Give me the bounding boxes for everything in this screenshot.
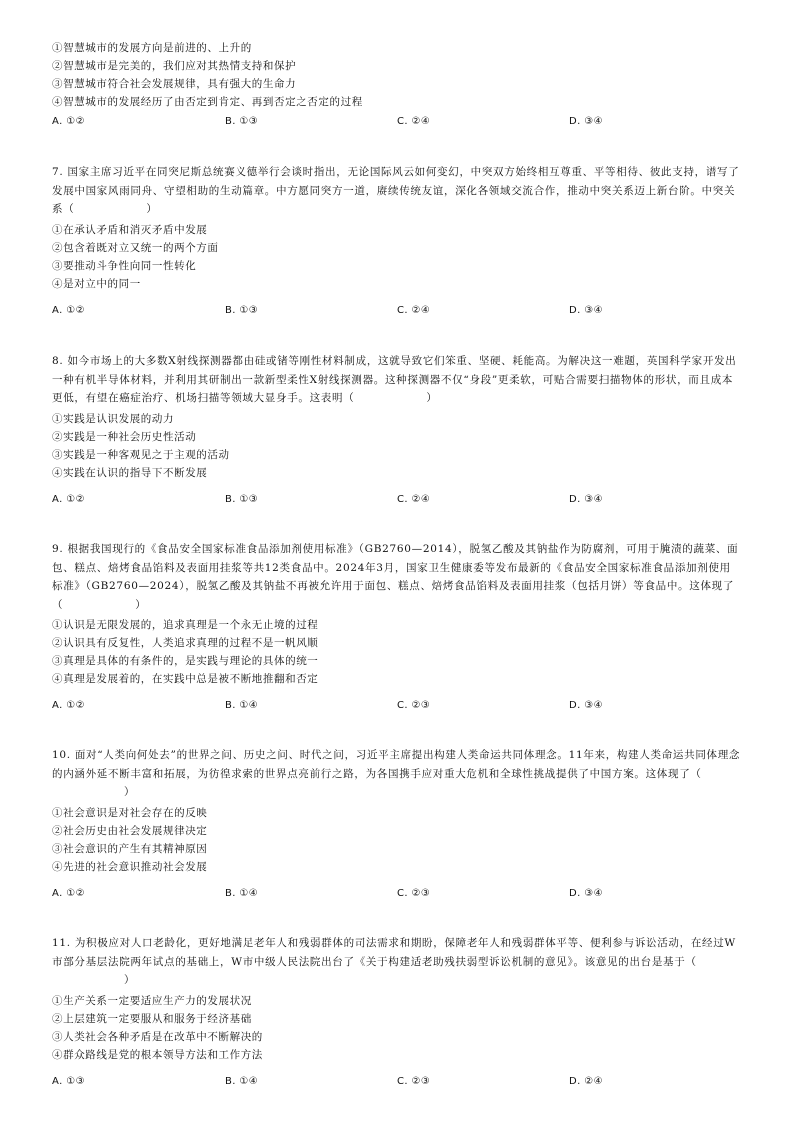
option-4: ④群众路线是党的根本领导方法和工作方法 [52,1048,263,1061]
choice-a[interactable]: A. ①② [52,116,85,127]
choice-b[interactable]: B. ①④ [225,887,259,899]
option-4: ④是对立中的同一 [52,277,141,290]
choice-c[interactable]: C. ②③ [397,1075,431,1087]
question-6-tail [52,37,742,131]
stem-close: ） [426,392,438,404]
choice-c[interactable]: C. ②③ [397,887,431,899]
option-3: ③智慧城市符合社会发展规律，具有强大的生命力 [52,78,297,90]
option-list [52,39,742,111]
question-9 [52,540,742,715]
question-stem [52,163,742,219]
answer-choices [52,302,742,320]
question-7 [52,163,742,320]
choice-b[interactable]: B. ①④ [225,1075,259,1087]
stem-text: 7. 国家主席习近平在同突尼斯总统赛义德举行会谈时指出，无论国际风云如何变幻，中突双方始终相互尊重、平等相待、彼此支持，谱写了发展中国家风雨同舟、守望相助的生动篇章。中方愿同突方一道，赓续传统友谊，深化各领域交流合作，推动中突关系迈上新台阶。中突关系（ [52,166,740,215]
option-1: ①社会意识是对社会存在的反映 [52,806,208,819]
answer-choices [52,697,742,715]
question-8 [52,352,742,509]
choice-d[interactable]: D. ②④ [569,1075,603,1087]
option-1: ①实践是认识发展的动力 [52,412,175,425]
stem-text: 11. 为积极应对人口老龄化，更好地满足老年人和残弱群体的司法需求和期盼，保障老年人和残弱群体平等、便利参与诉讼活动，在经过W市部分基层法院两年试点的基础上，W市中级人民法院出台了《关于构建适老助残扶弱型诉讼机制的意见》。该意见的出台是基于（ [52,937,736,968]
stem-close: ） [124,974,136,986]
answer-choices [52,491,742,509]
choice-a[interactable]: A. ①② [52,493,85,505]
option-1: ①认识是无限发展的，追求真理是一个永无止境的过程 [52,619,319,631]
option-2: ②上层建筑一定要服从和服务于经济基础 [52,1012,252,1025]
option-2: ②认识具有反复性，人类追求真理的过程不是一帆风顺 [52,637,319,649]
option-3: ③实践是一种客观见之于主观的活动 [52,448,230,461]
question-stem [52,352,742,408]
stem-close: ） [146,203,158,215]
option-3: ③要推动斗争性向同一性转化 [52,259,197,272]
stem-text: 8. 如今市场上的大多数X射线探测器都由硅或锗等刚性材料制成，这就导致它们笨重、坚硬、耗能高。为解决这一难题，英国科学家开发出一种有机半导体材料，并利用其研制出一款新型柔性X射线探测器。这种探测器不仅“身段”更柔软，可贴合需要扫描物体的形状，而且成本更低，有望在癌症治疗、机场扫描等领域大显身手。这表明（ [52,355,737,404]
question-stem [52,934,742,990]
option-list [52,616,742,688]
choice-c[interactable]: C. ②④ [397,304,431,316]
choice-d[interactable]: D. ③④ [569,887,603,899]
stem-close: ） [124,786,136,798]
choice-d[interactable]: D. ③④ [569,116,603,127]
option-list [52,410,742,482]
option-1: ①生产关系一定要适应生产力的发展状况 [52,994,252,1007]
answer-choices [52,885,742,903]
option-2: ②实践是一种社会历史性活动 [52,430,197,443]
option-3: ③真理是具体的有条件的，是实践与理论的具体的统一 [52,655,319,667]
option-3: ③人类社会各种矛盾是在改革中不断解决的 [52,1030,263,1043]
choice-d[interactable]: D. ③④ [569,700,603,711]
question-10 [52,746,742,903]
answer-choices [52,1073,742,1091]
option-2: ②社会历史由社会发展规律决定 [52,824,208,837]
question-11 [52,934,742,1091]
choice-a[interactable]: A. ①② [52,887,85,899]
option-list [52,221,742,293]
choice-a[interactable]: A. ①② [52,304,85,316]
option-list [52,992,742,1064]
stem-text: 9. 根据我国现行的《食品安全国家标准食品添加剂使用标准》（GB2760—2014），脱氢乙酸及其钠盐作为防腐剂，可用于腌渍的蔬菜、面包、糕点、焙烤食品馅料及表面用挂浆等共12类食品中。2024年3月，国家卫生健康委等发布最新的《食品安全国家标准食品添加剂使用标准》（GB2760—2024），脱氢乙酸及其钠盐不再被允许用于面包、糕点、焙烤食品馅料及表面用挂浆（包括月饼）等食品中。这体现了（ [52,543,739,611]
question-stem [52,746,742,802]
option-1: ①在承认矛盾和消灭矛盾中发展 [52,223,208,236]
option-list [52,804,742,876]
option-2: ②包含着既对立又统一的两个方面 [52,241,219,254]
option-4: ④先进的社会意识推动社会发展 [52,860,208,873]
choice-c[interactable]: C. ②④ [397,493,431,505]
choice-b[interactable]: B. ①④ [225,700,259,711]
option-2: ②智慧城市是完美的，我们应对其热情支持和保护 [52,60,297,72]
choice-a[interactable]: A. ①③ [52,1075,85,1087]
choice-c[interactable]: C. ②④ [397,116,431,127]
choice-d[interactable]: D. ③④ [569,304,603,316]
stem-text: 10. 面对“人类向何处去”的世界之问、历史之问、时代之问，习近平主席提出构建人类命运共同体理念。11年来，构建人类命运共同体理念的内涵外延不断丰富和拓展，为彷徨求索的世界点亮前行之路，为各国携手应对重大危机和全球性挑战提供了中国方案。这体现了（ [52,749,741,780]
option-1: ①智慧城市的发展方向是前进的、上升的 [52,42,252,54]
answer-choices [52,113,742,131]
option-4: ④智慧城市的发展经历了由否定到肯定、再到否定之否定的过程 [52,96,363,108]
option-4: ④真理是发展着的，在实践中总是被不断地推翻和否定 [52,673,319,685]
option-4: ④实践在认识的指导下不断发展 [52,466,208,479]
option-3: ③社会意识的产生有其精神原因 [52,842,208,855]
question-stem [52,540,742,614]
choice-c[interactable]: C. ②③ [397,700,431,711]
choice-b[interactable]: B. ①③ [225,116,259,127]
choice-d[interactable]: D. ③④ [569,493,603,505]
choice-b[interactable]: B. ①③ [225,493,259,505]
choice-b[interactable]: B. ①③ [225,304,259,316]
stem-close: ） [135,598,147,611]
choice-a[interactable]: A. ①② [52,700,85,711]
